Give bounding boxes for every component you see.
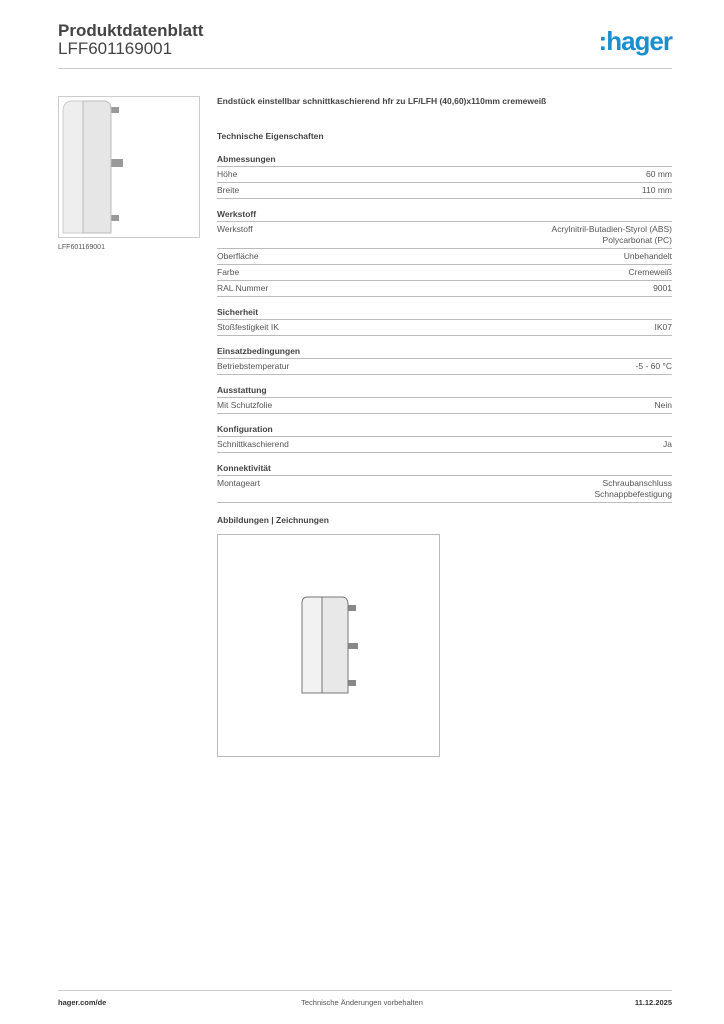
property-value-line: Ja <box>663 439 672 449</box>
property-label: Schnittkaschierend <box>217 439 289 449</box>
property-label: Stoßfestigkeit IK <box>217 322 279 332</box>
section <box>217 307 672 336</box>
property-label: Höhe <box>217 169 238 179</box>
property-value <box>636 361 672 372</box>
product-code: LFF601169001 <box>58 39 173 58</box>
section-heading: Abmessungen <box>217 154 672 167</box>
property-value-line: 110 mm <box>641 185 672 195</box>
footer-link[interactable]: hager.com/de <box>58 998 107 1007</box>
property-value <box>653 283 672 294</box>
header-divider <box>58 68 672 69</box>
section <box>217 209 672 297</box>
property-value-line: Unbehandelt <box>623 251 672 261</box>
product-title: Endstück einstellbar schnittkaschierend hfr zu LF/LFH (40,60)x110mm cremeweiß <box>217 96 547 106</box>
properties-panel <box>217 96 672 513</box>
footer-divider <box>58 990 672 991</box>
property-value <box>655 322 673 333</box>
page-title: Produktdatenblatt <box>58 21 204 40</box>
property-row <box>217 167 672 183</box>
section <box>217 424 672 453</box>
property-value-line: IK07 <box>654 322 672 332</box>
hager-logo: :hager <box>598 26 672 56</box>
section-heading: Konnektivität <box>217 463 672 476</box>
product-drawing <box>217 534 440 757</box>
property-row <box>217 359 672 375</box>
property-value <box>663 439 672 450</box>
section-heading: Sicherheit <box>217 307 672 320</box>
property-value <box>655 400 672 411</box>
property-value <box>629 267 672 278</box>
property-value-line: 60 mm <box>646 169 672 179</box>
property-value <box>646 169 672 180</box>
images-heading: Abbildungen | Zeichnungen <box>217 515 329 525</box>
tech-heading: Technische Eigenschaften <box>217 131 324 141</box>
property-value-line: Polycarbonat (PC) <box>602 235 672 245</box>
property-value <box>642 185 672 196</box>
property-label: Montageart <box>217 478 260 488</box>
property-label: Betriebstemperatur <box>217 361 290 371</box>
section-heading: Konfiguration <box>217 424 672 437</box>
property-row <box>217 476 672 503</box>
property-label: Farbe <box>217 267 240 277</box>
property-value <box>624 251 672 262</box>
section-heading: Ausstattung <box>217 385 672 398</box>
thumbnail-caption: LFF601169001 <box>58 244 105 251</box>
property-label: Breite <box>217 185 240 195</box>
property-row <box>217 183 672 199</box>
property-row <box>217 281 672 297</box>
property-row <box>217 249 672 265</box>
section <box>217 463 672 503</box>
property-row <box>217 265 672 281</box>
property-row <box>217 222 672 249</box>
property-row <box>217 320 672 336</box>
section <box>217 154 672 199</box>
property-label: Oberfläche <box>217 251 259 261</box>
property-value-line: Cremeweiß <box>628 267 672 277</box>
section-heading: Einsatzbedingungen <box>217 346 672 359</box>
property-value <box>594 478 672 500</box>
section <box>217 346 672 375</box>
property-value-line: Schraubanschluss <box>602 478 672 488</box>
property-value-line: 9001 <box>653 283 672 293</box>
property-label: Mit Schutzfolie <box>217 400 273 410</box>
footer-disclaimer: Technische Änderungen vorbehalten <box>301 998 423 1007</box>
property-row <box>217 398 672 414</box>
property-value-line: Nein <box>654 400 672 410</box>
property-label: RAL Nummer <box>217 283 269 293</box>
property-row <box>217 437 672 453</box>
section-heading: Werkstoff <box>217 209 672 222</box>
product-thumbnail <box>58 96 200 238</box>
property-value-line: Schnappbefestigung <box>594 489 672 499</box>
property-value <box>552 224 672 246</box>
property-value-line: Acrylnitril-Butadien-Styrol (ABS) <box>551 224 672 234</box>
property-label: Werkstoff <box>217 224 253 234</box>
footer-date: 11.12.2025 <box>634 998 672 1007</box>
section <box>217 385 672 414</box>
property-value-line: -5 - 60 °C <box>635 361 672 371</box>
